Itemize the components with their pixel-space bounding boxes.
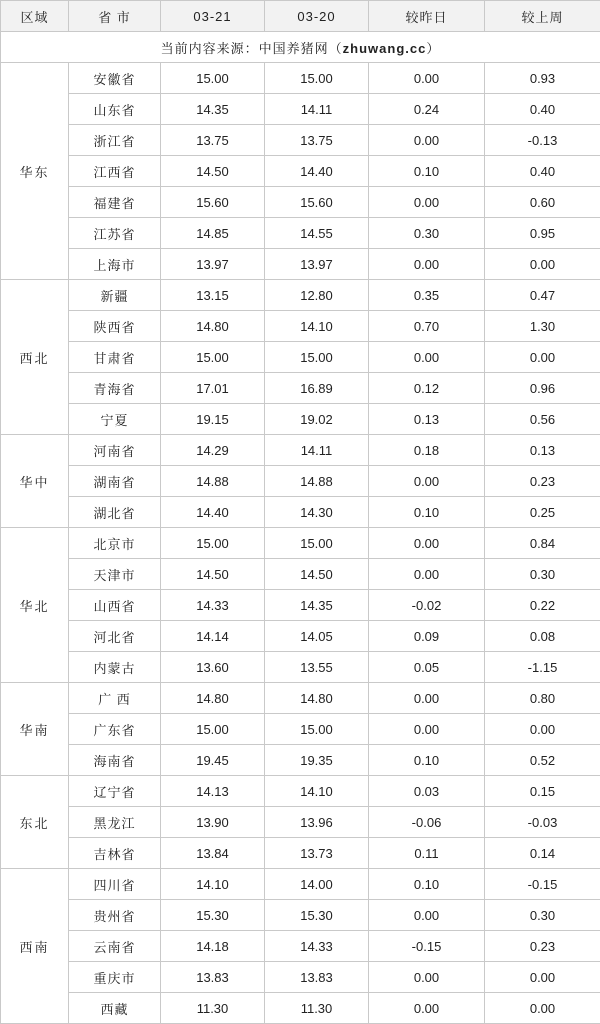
price-current-cell: 15.00 [161, 714, 265, 745]
source-note-suffix: ） [426, 41, 440, 56]
table-row [1, 218, 600, 249]
change-vs-last-week-cell: 0.00 [485, 249, 600, 280]
price-previous-cell: 16.89 [265, 373, 369, 404]
price-current-cell: 15.00 [161, 63, 265, 94]
change-vs-last-week-cell: 0.08 [485, 621, 600, 652]
change-vs-yesterday-cell: 0.12 [369, 373, 485, 404]
table-body [1, 63, 600, 1024]
change-vs-yesterday-cell: -0.06 [369, 807, 485, 838]
price-current-cell: 19.45 [161, 745, 265, 776]
region-cell: 华东 [1, 63, 69, 280]
change-vs-last-week-cell: 0.23 [485, 466, 600, 497]
change-vs-last-week-cell: -0.13 [485, 125, 600, 156]
province-cell: 甘肃省 [69, 342, 161, 373]
price-current-cell: 14.13 [161, 776, 265, 807]
table-row [1, 590, 600, 621]
table-row [1, 156, 600, 187]
price-current-cell: 15.00 [161, 528, 265, 559]
province-cell: 上海市 [69, 249, 161, 280]
price-current-cell: 14.50 [161, 559, 265, 590]
change-vs-last-week-cell: 0.13 [485, 435, 600, 466]
change-vs-last-week-cell: -1.15 [485, 652, 600, 683]
price-previous-cell: 15.00 [265, 342, 369, 373]
change-vs-last-week-cell: 0.23 [485, 931, 600, 962]
change-vs-yesterday-cell: -0.15 [369, 931, 485, 962]
table-row [1, 745, 600, 776]
header-vs-yesterday: 较昨日 [369, 1, 485, 32]
change-vs-yesterday-cell: -0.02 [369, 590, 485, 621]
price-previous-cell: 14.88 [265, 466, 369, 497]
price-previous-cell: 12.80 [265, 280, 369, 311]
table-row [1, 404, 600, 435]
table-row [1, 714, 600, 745]
change-vs-yesterday-cell: 0.30 [369, 218, 485, 249]
change-vs-yesterday-cell: 0.00 [369, 342, 485, 373]
change-vs-yesterday-cell: 0.05 [369, 652, 485, 683]
change-vs-yesterday-cell: 0.00 [369, 528, 485, 559]
header-vs-last-week: 较上周 [485, 1, 600, 32]
change-vs-yesterday-cell: 0.03 [369, 776, 485, 807]
price-previous-cell: 15.30 [265, 900, 369, 931]
source-note-prefix: 当前内容来源：中国养猪网（ [161, 41, 343, 56]
change-vs-last-week-cell: 0.14 [485, 838, 600, 869]
change-vs-last-week-cell: 1.30 [485, 311, 600, 342]
price-current-cell: 14.18 [161, 931, 265, 962]
price-previous-cell: 14.40 [265, 156, 369, 187]
price-current-cell: 15.60 [161, 187, 265, 218]
region-cell: 华南 [1, 683, 69, 776]
province-cell: 河北省 [69, 621, 161, 652]
price-previous-cell: 13.96 [265, 807, 369, 838]
region-cell: 东北 [1, 776, 69, 869]
price-current-cell: 13.90 [161, 807, 265, 838]
price-previous-cell: 14.80 [265, 683, 369, 714]
table-header [1, 1, 600, 63]
province-cell: 西藏 [69, 993, 161, 1024]
change-vs-yesterday-cell: 0.00 [369, 714, 485, 745]
price-previous-cell: 11.30 [265, 993, 369, 1024]
change-vs-last-week-cell: 0.60 [485, 187, 600, 218]
change-vs-last-week-cell: 0.25 [485, 497, 600, 528]
price-previous-cell: 14.35 [265, 590, 369, 621]
price-previous-cell: 14.50 [265, 559, 369, 590]
province-cell: 浙江省 [69, 125, 161, 156]
change-vs-last-week-cell: 0.00 [485, 993, 600, 1024]
change-vs-last-week-cell: 0.96 [485, 373, 600, 404]
change-vs-yesterday-cell: 0.11 [369, 838, 485, 869]
change-vs-yesterday-cell: 0.00 [369, 125, 485, 156]
price-current-cell: 14.50 [161, 156, 265, 187]
source-note-row [1, 32, 600, 63]
region-cell: 华中 [1, 435, 69, 528]
change-vs-last-week-cell: 0.22 [485, 590, 600, 621]
table-row [1, 497, 600, 528]
change-vs-yesterday-cell: 0.10 [369, 497, 485, 528]
province-cell: 天津市 [69, 559, 161, 590]
price-current-cell: 19.15 [161, 404, 265, 435]
price-previous-cell: 13.83 [265, 962, 369, 993]
change-vs-yesterday-cell: 0.00 [369, 466, 485, 497]
change-vs-yesterday-cell: 0.00 [369, 683, 485, 714]
change-vs-yesterday-cell: 0.09 [369, 621, 485, 652]
price-current-cell: 13.97 [161, 249, 265, 280]
change-vs-last-week-cell: 0.80 [485, 683, 600, 714]
table-row [1, 900, 600, 931]
price-current-cell: 14.40 [161, 497, 265, 528]
price-current-cell: 14.80 [161, 683, 265, 714]
table-row [1, 311, 600, 342]
price-previous-cell: 15.00 [265, 714, 369, 745]
price-previous-cell: 14.10 [265, 311, 369, 342]
table-row [1, 807, 600, 838]
change-vs-yesterday-cell: 0.13 [369, 404, 485, 435]
price-current-cell: 13.83 [161, 962, 265, 993]
change-vs-last-week-cell: 0.40 [485, 94, 600, 125]
price-previous-cell: 14.30 [265, 497, 369, 528]
table-row [1, 435, 600, 466]
change-vs-last-week-cell: 0.52 [485, 745, 600, 776]
province-cell: 黑龙江 [69, 807, 161, 838]
table-row [1, 621, 600, 652]
change-vs-last-week-cell: 0.00 [485, 342, 600, 373]
province-cell: 陕西省 [69, 311, 161, 342]
change-vs-yesterday-cell: 0.00 [369, 559, 485, 590]
province-cell: 河南省 [69, 435, 161, 466]
table-row [1, 373, 600, 404]
change-vs-last-week-cell: 0.30 [485, 559, 600, 590]
price-previous-cell: 13.55 [265, 652, 369, 683]
price-previous-cell: 14.05 [265, 621, 369, 652]
change-vs-yesterday-cell: 0.70 [369, 311, 485, 342]
change-vs-yesterday-cell: 0.00 [369, 63, 485, 94]
change-vs-last-week-cell: -0.15 [485, 869, 600, 900]
price-current-cell: 17.01 [161, 373, 265, 404]
change-vs-yesterday-cell: 0.10 [369, 869, 485, 900]
change-vs-yesterday-cell: 0.00 [369, 962, 485, 993]
table-row [1, 466, 600, 497]
province-cell: 江西省 [69, 156, 161, 187]
price-previous-cell: 13.97 [265, 249, 369, 280]
change-vs-last-week-cell: 0.56 [485, 404, 600, 435]
region-cell: 西北 [1, 280, 69, 435]
price-previous-cell: 19.02 [265, 404, 369, 435]
table-row [1, 187, 600, 218]
price-current-cell: 14.85 [161, 218, 265, 249]
table-row [1, 869, 600, 900]
table-row [1, 249, 600, 280]
change-vs-last-week-cell: 0.40 [485, 156, 600, 187]
table-row [1, 962, 600, 993]
price-current-cell: 14.88 [161, 466, 265, 497]
price-current-cell: 13.84 [161, 838, 265, 869]
change-vs-last-week-cell: 0.93 [485, 63, 600, 94]
table-row [1, 993, 600, 1024]
province-cell: 安徽省 [69, 63, 161, 94]
price-previous-cell: 15.00 [265, 528, 369, 559]
province-cell: 湖南省 [69, 466, 161, 497]
price-previous-cell: 13.73 [265, 838, 369, 869]
change-vs-yesterday-cell: 0.18 [369, 435, 485, 466]
price-current-cell: 14.80 [161, 311, 265, 342]
price-current-cell: 14.14 [161, 621, 265, 652]
table-row [1, 652, 600, 683]
change-vs-yesterday-cell: 0.00 [369, 993, 485, 1024]
price-previous-cell: 14.33 [265, 931, 369, 962]
table-row [1, 342, 600, 373]
change-vs-yesterday-cell: 0.24 [369, 94, 485, 125]
change-vs-last-week-cell: 0.84 [485, 528, 600, 559]
header-date-previous: 03-20 [265, 1, 369, 32]
table-row [1, 838, 600, 869]
change-vs-last-week-cell: -0.03 [485, 807, 600, 838]
region-cell: 西南 [1, 869, 69, 1024]
price-previous-cell: 14.55 [265, 218, 369, 249]
header-date-current: 03-21 [161, 1, 265, 32]
price-current-cell: 15.00 [161, 342, 265, 373]
province-cell: 吉林省 [69, 838, 161, 869]
price-previous-cell: 14.11 [265, 94, 369, 125]
change-vs-last-week-cell: 0.15 [485, 776, 600, 807]
price-previous-cell: 15.00 [265, 63, 369, 94]
change-vs-yesterday-cell: 0.00 [369, 900, 485, 931]
price-previous-cell: 13.75 [265, 125, 369, 156]
price-previous-cell: 14.10 [265, 776, 369, 807]
price-current-cell: 15.30 [161, 900, 265, 931]
province-cell: 湖北省 [69, 497, 161, 528]
price-current-cell: 13.75 [161, 125, 265, 156]
price-current-cell: 13.15 [161, 280, 265, 311]
price-current-cell: 13.60 [161, 652, 265, 683]
province-cell: 宁夏 [69, 404, 161, 435]
province-cell: 山西省 [69, 590, 161, 621]
change-vs-last-week-cell: 0.00 [485, 714, 600, 745]
change-vs-yesterday-cell: 0.10 [369, 745, 485, 776]
province-cell: 四川省 [69, 869, 161, 900]
header-row [1, 1, 600, 32]
change-vs-yesterday-cell: 0.00 [369, 187, 485, 218]
header-region: 区域 [1, 1, 69, 32]
price-current-cell: 11.30 [161, 993, 265, 1024]
province-cell: 内蒙古 [69, 652, 161, 683]
province-cell: 云南省 [69, 931, 161, 962]
table-row [1, 125, 600, 156]
price-previous-cell: 15.60 [265, 187, 369, 218]
change-vs-last-week-cell: 0.30 [485, 900, 600, 931]
province-cell: 广 西 [69, 683, 161, 714]
price-previous-cell: 14.11 [265, 435, 369, 466]
province-cell: 贵州省 [69, 900, 161, 931]
table-row [1, 63, 600, 94]
price-previous-cell: 19.35 [265, 745, 369, 776]
change-vs-yesterday-cell: 0.00 [369, 249, 485, 280]
price-current-cell: 14.35 [161, 94, 265, 125]
source-note-brand: zhuwang.cc [343, 41, 427, 56]
table-row [1, 280, 600, 311]
price-current-cell: 14.29 [161, 435, 265, 466]
change-vs-yesterday-cell: 0.10 [369, 156, 485, 187]
change-vs-last-week-cell: 0.47 [485, 280, 600, 311]
source-note [1, 32, 600, 63]
province-cell: 重庆市 [69, 962, 161, 993]
province-cell: 山东省 [69, 94, 161, 125]
province-cell: 青海省 [69, 373, 161, 404]
price-current-cell: 14.10 [161, 869, 265, 900]
table-row [1, 776, 600, 807]
header-province: 省 市 [69, 1, 161, 32]
change-vs-last-week-cell: 0.95 [485, 218, 600, 249]
table-row [1, 559, 600, 590]
table-row [1, 931, 600, 962]
change-vs-last-week-cell: 0.00 [485, 962, 600, 993]
change-vs-yesterday-cell: 0.35 [369, 280, 485, 311]
table-row [1, 683, 600, 714]
price-previous-cell: 14.00 [265, 869, 369, 900]
table-row [1, 528, 600, 559]
province-cell: 北京市 [69, 528, 161, 559]
province-cell: 福建省 [69, 187, 161, 218]
province-cell: 新疆 [69, 280, 161, 311]
province-cell: 海南省 [69, 745, 161, 776]
province-cell: 广东省 [69, 714, 161, 745]
price-current-cell: 14.33 [161, 590, 265, 621]
province-cell: 辽宁省 [69, 776, 161, 807]
province-cell: 江苏省 [69, 218, 161, 249]
table-row [1, 94, 600, 125]
region-cell: 华北 [1, 528, 69, 683]
